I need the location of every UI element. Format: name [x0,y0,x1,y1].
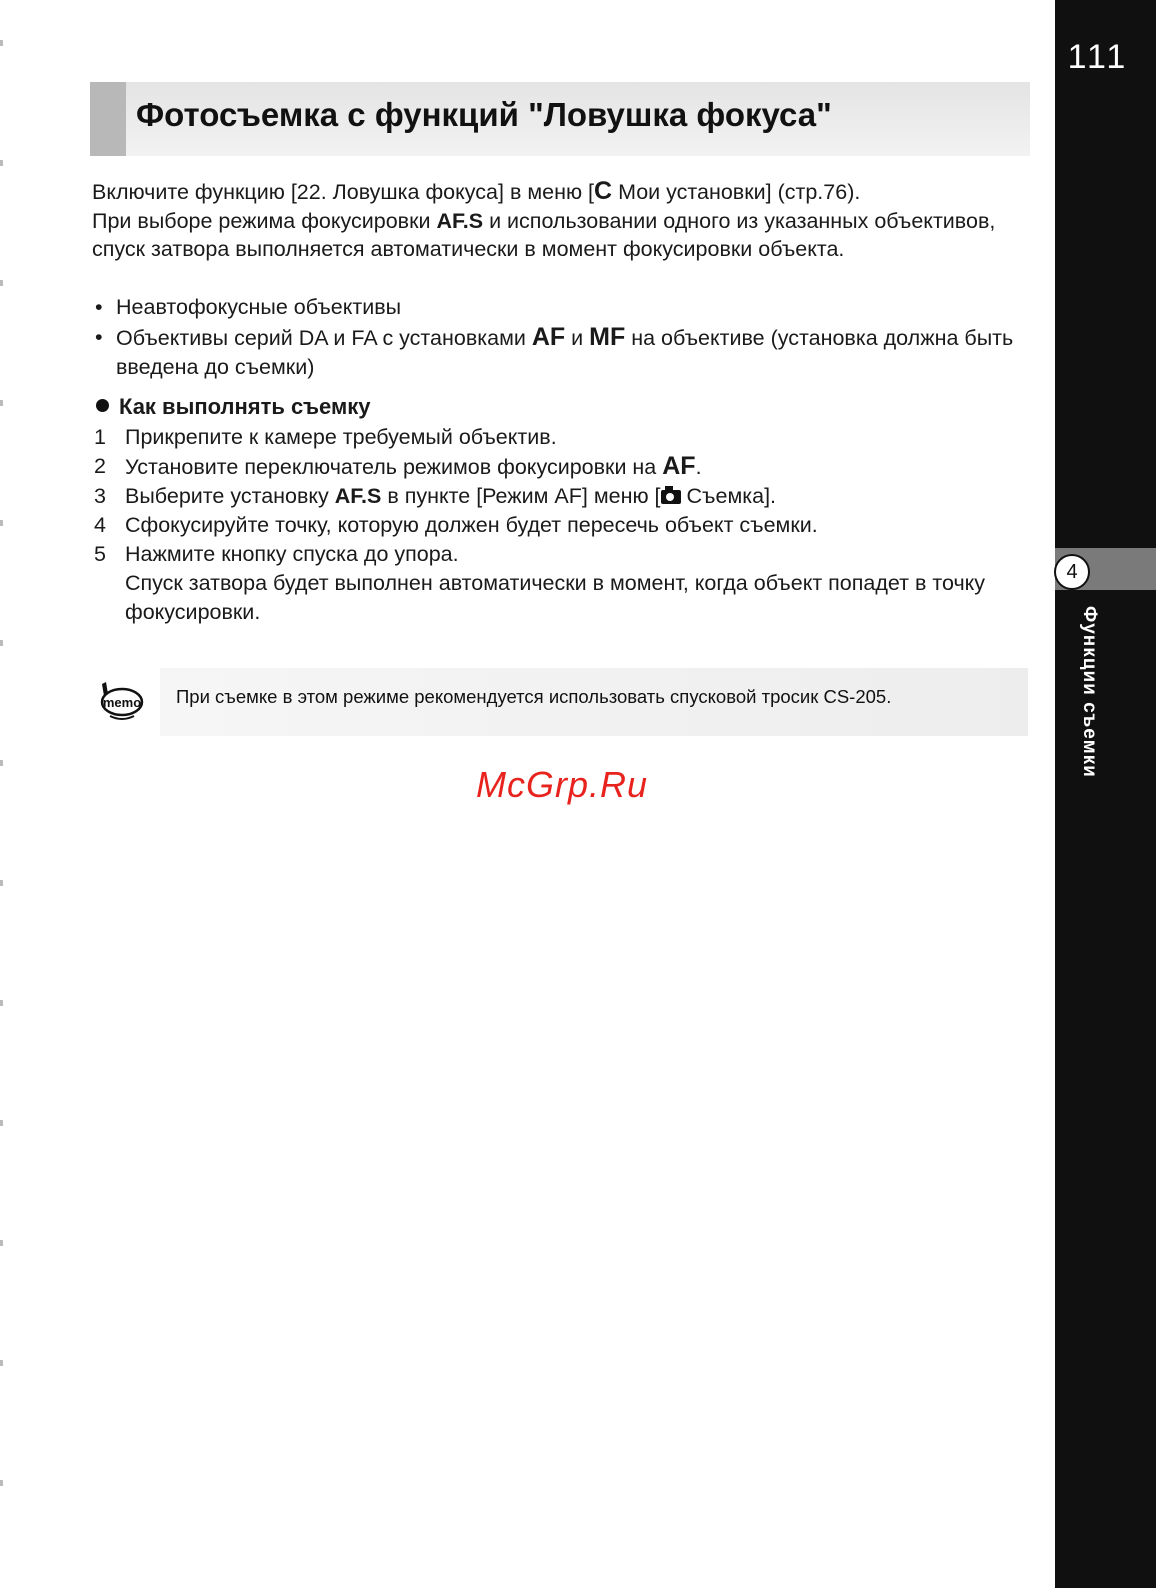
memo-text: При съемке в этом режиме рекомендуется использовать спусковой тросик CS-205. [176,686,892,707]
memo-icon [96,678,144,722]
list-item-text: Объективы серий DA и FA с установками [116,325,532,350]
bullet-icon: • [95,324,103,349]
bullet-icon: • [95,295,103,319]
afs-label: AF.S [436,208,484,233]
custom-menu-icon: C [594,177,613,205]
title-mark [90,82,126,156]
page-edge [0,0,3,1588]
list-item-text: на объективе (установка должна быть введена до съемки) [116,325,1014,379]
step-text: Спуск затвора будет выполнен автоматически в момент, когда объект попадет в точку фокусировки. [125,571,986,624]
list-item [92,323,1027,383]
step-text: Съемка]. [686,484,777,508]
step-number: 5 [94,542,106,566]
step-number: 1 [94,425,106,449]
page-title: Фотосъемка с функций "Ловушка фокуса" [136,96,832,133]
af-label: AF [531,322,566,351]
intro-text: При выборе режима фокусировки [92,208,437,233]
lens-list [92,293,1027,383]
afs-label: AF.S [334,484,382,508]
step-text: в пункте [Режим AF] меню [ [381,484,661,508]
howto-heading [96,394,371,420]
list-item [92,293,1027,323]
step-number: 4 [94,513,106,537]
howto-heading-text: Как выполнять съемку [119,394,371,419]
side-band [1055,0,1156,1588]
memo-icon-label: memo [102,695,142,710]
af-label: AF [662,452,696,480]
step-item [92,452,1027,482]
camera-icon [661,490,681,504]
step-text: Прикрепите к камере требуемый объектив. [125,425,557,449]
step-text: . [695,455,702,479]
steps-list [92,423,1027,627]
page-number: 111 [1067,38,1129,76]
step-item [92,540,1027,627]
bullet-icon [96,399,109,412]
chapter-label: Функции съемки [1079,606,1100,778]
list-item-text: и [565,325,590,350]
step-text: Нажмите кнопку спуска до упора. [125,542,459,566]
mf-label: MF [589,322,626,351]
step-number: 2 [94,454,106,478]
step-item [92,482,1027,511]
step-text: Установите переключатель режимов фокусировки на [125,455,663,479]
list-item-text: Неавтофокусные объективы [116,295,402,319]
intro-text: Мои установки] (стр.76). [612,180,861,204]
intro-paragraph [92,177,1027,264]
chapter-number: 4 [1054,554,1090,590]
intro-text: Включите функцию [22. Ловушка фокуса] в меню [ [92,180,595,204]
step-text: Сфокусируйте точку, которую должен будет пересечь объект съемки. [125,513,818,537]
step-number: 3 [94,484,106,508]
watermark: McGrp.Ru [476,764,649,805]
step-item [92,423,1027,452]
intro-text: и использовании одного из указанных объективов, спуск затвора выполняется автоматически в момент фокусировки объекта. [92,208,996,261]
step-item [92,511,1027,540]
step-text: Выберите установку [125,484,335,508]
